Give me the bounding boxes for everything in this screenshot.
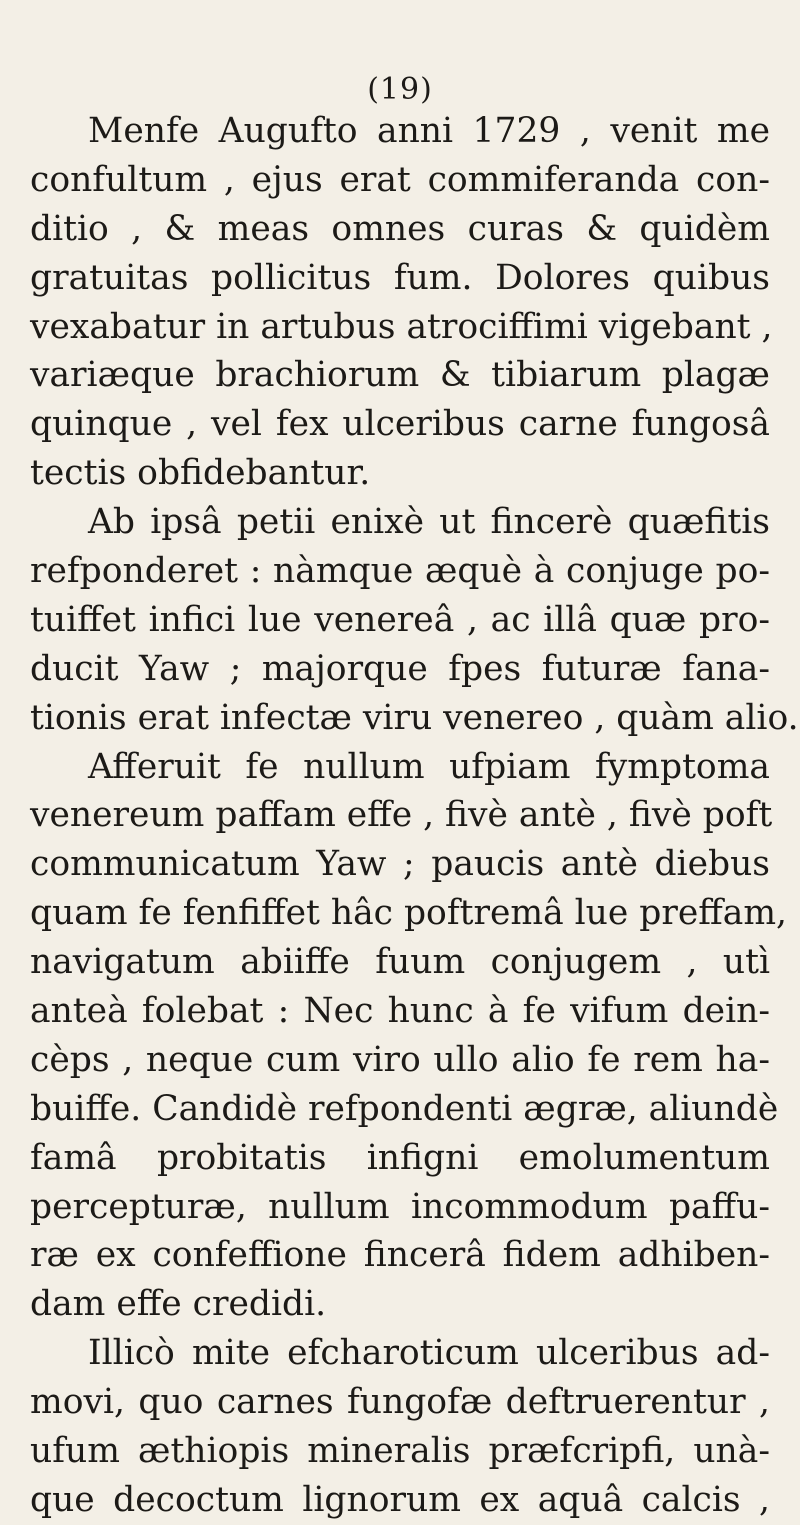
text-line: navigatum abiiffe fuum conjugem , utì bbox=[30, 942, 770, 983]
text-line: vexabatur in artubus atrociffimi vigebant , bbox=[30, 306, 773, 347]
text-line: que decoctum lignorum ex aquâ calcis , bbox=[30, 1479, 770, 1520]
text-line: cèps , neque cum viro ullo alio fe rem ha- bbox=[30, 1039, 770, 1080]
text-line: ufum æthiopis mineralis præfcripfi, unà- bbox=[30, 1431, 770, 1472]
text-line: ducit Yaw ; majorque fpes futuræ fana- bbox=[30, 648, 770, 689]
text-line: confultum , ejus erat commiferanda con- bbox=[30, 159, 770, 200]
text-line: ditio , & meas omnes curas & quidèm bbox=[30, 208, 770, 249]
text-line: gratuitas pollicitus fum. Dolores quibus bbox=[30, 257, 770, 298]
text-line: quinque , vel fex ulceribus carne fungosâ bbox=[30, 404, 770, 445]
text-line: quam fe fenfiffet hâc poftremâ lue preffam, bbox=[30, 893, 787, 934]
text-line: buiffe. Candidè refpondenti ægræ, aliundè bbox=[30, 1088, 779, 1129]
text-line: Menfe Augufto anni 1729 , venit me bbox=[88, 111, 770, 151]
text-line: dam effe credidi. bbox=[30, 1284, 327, 1325]
page-number: (19) bbox=[367, 72, 433, 107]
text-line: percepturæ, nullum incommodum paffu- bbox=[30, 1186, 770, 1227]
text-line: Afferuit fe nullum ufpiam fymptoma bbox=[88, 746, 770, 787]
text-body bbox=[30, 107, 799, 1525]
text-line: ræ ex confeffione fincerâ fidem adhiben- bbox=[30, 1235, 770, 1276]
text-line: Illicò mite efcharoticum ulceribus ad- bbox=[88, 1333, 770, 1374]
text-line: tuiffet infici lue venereâ , ac illâ quæ pro- bbox=[30, 599, 770, 640]
text-line: venereum paffam effe , fivè antè , fivè poft bbox=[30, 795, 773, 836]
text-line: tionis erat infectæ viru venereo , quàm alio. bbox=[30, 697, 799, 738]
text-line: refponderet : nàmque æquè à conjuge po- bbox=[30, 551, 770, 592]
text-line: movi, quo carnes fungofæ deftruerentur , bbox=[30, 1382, 770, 1423]
text-line: Ab ipsâ petii enixè ut fincerè quæfitis bbox=[88, 502, 770, 543]
text-line: anteà folebat : Nec hunc à fe vifum dein- bbox=[30, 991, 770, 1032]
text-line: variæque brachiorum & tibiarum plagæ bbox=[30, 355, 770, 396]
text-line: famâ probitatis infigni emolumentum bbox=[30, 1137, 770, 1178]
text-line: tectis obfidebantur. bbox=[30, 453, 371, 494]
text-line: communicatum Yaw ; paucis antè diebus bbox=[30, 844, 770, 885]
